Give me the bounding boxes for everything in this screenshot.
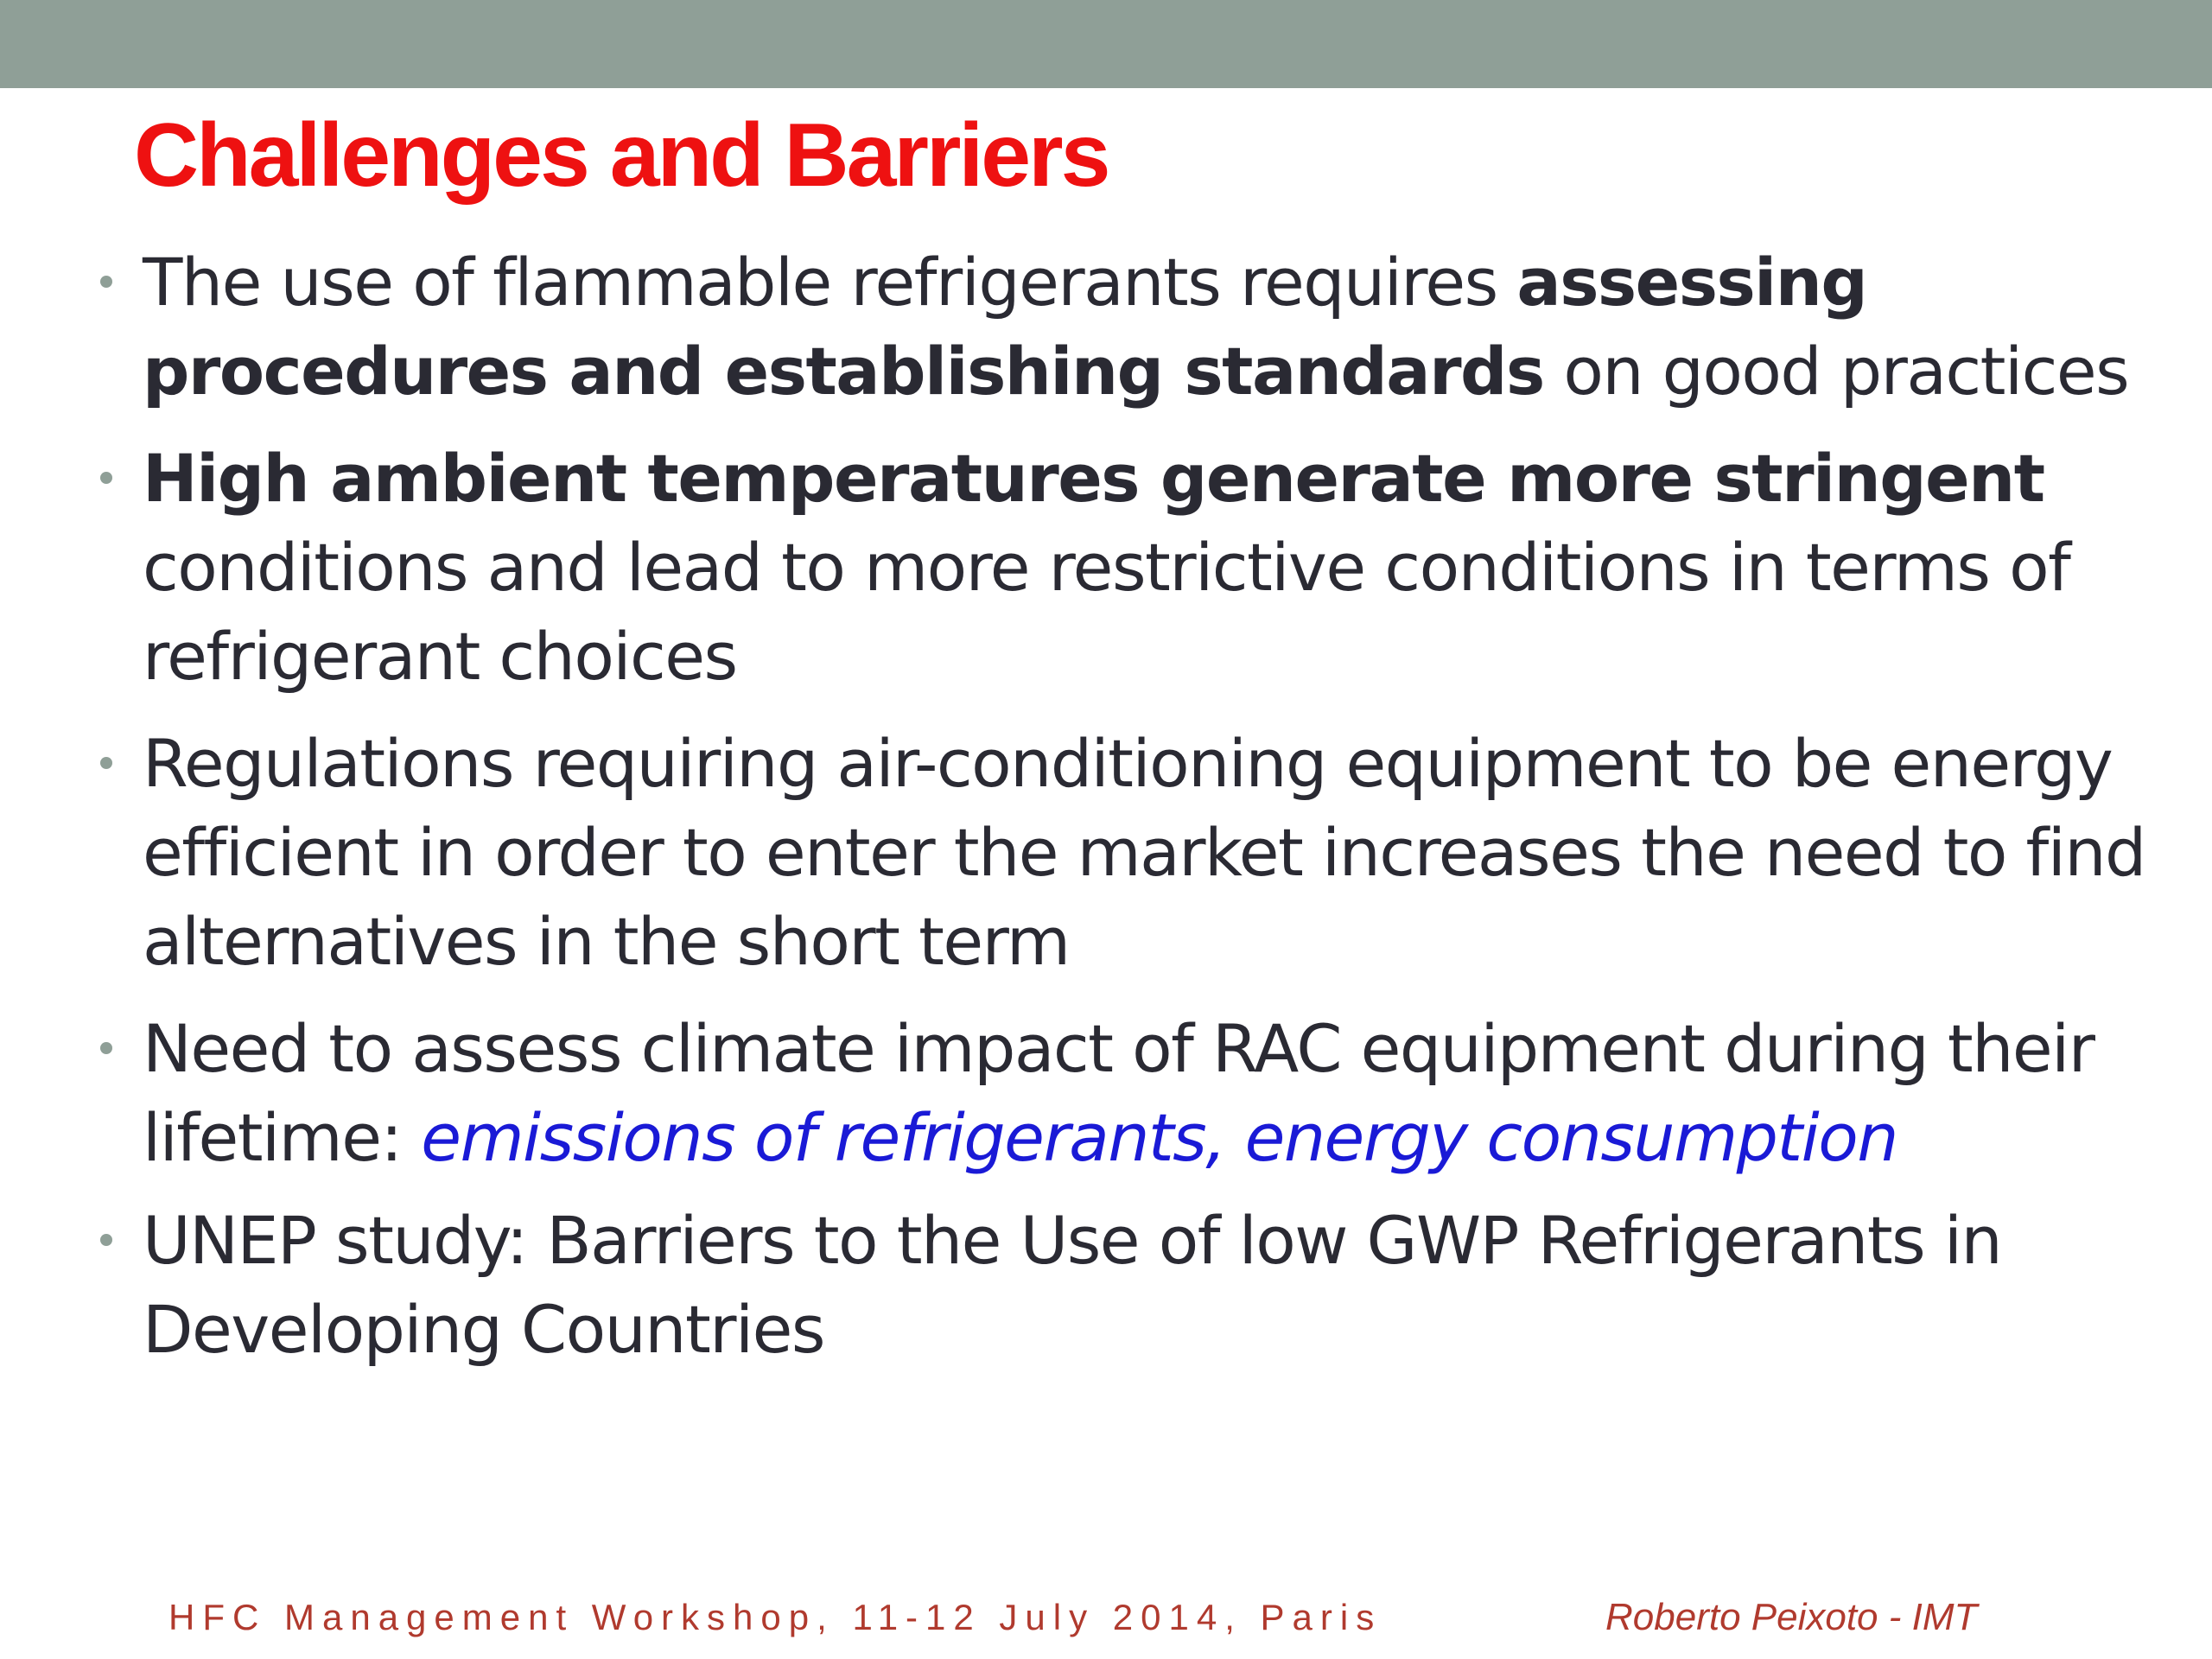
bullet-item-unep-study	[86, 1196, 2169, 1374]
bullet-icon	[100, 472, 112, 484]
bullet-icon	[100, 1234, 112, 1246]
bullet-item-flammable-refrigerants	[86, 238, 2169, 416]
bullet-icon	[100, 1042, 112, 1054]
bullet-text: UNEP study: Barriers to the Use of low GWP Refrigerants in Developing Countries	[143, 1202, 2002, 1368]
bullet-text: The use of flammable refrigerants requires	[143, 244, 1517, 321]
bullet-text-bold: assessing procedures and establishing standards	[143, 244, 1867, 410]
bullet-item-high-ambient-temperatures	[86, 434, 2169, 701]
bullet-item-regulations	[86, 719, 2169, 986]
footer-author: Roberto Peixoto - IMT	[1605, 1596, 1978, 1638]
bullet-icon	[100, 757, 112, 769]
bullet-text: Need to assess climate impact of RAC equipment during their lifetime:	[143, 1010, 2094, 1176]
bullet-icon	[100, 276, 112, 288]
bullet-text-emphasis: emissions of refrigerants, energy consumption	[421, 1099, 1897, 1176]
bullet-text: on good practices	[1543, 333, 2129, 410]
slide-title: Challenges and Barriers	[134, 105, 1109, 206]
top-band	[0, 0, 2212, 88]
bullet-list	[86, 238, 2169, 1392]
bullet-text: conditions and lead to more restrictive conditions in terms of refrigerant choices	[143, 529, 2070, 695]
bullet-item-climate-impact	[86, 1004, 2169, 1182]
bullet-text: Regulations requiring air-conditioning equipment to be energy efficient in order to enter the market increases the need to find alternatives in the short term	[143, 725, 2145, 980]
footer-event: HFC Management Workshop, 11-12 July 2014, Paris	[168, 1597, 1382, 1637]
bullet-text-bold: High ambient temperatures generate more stringent	[143, 440, 2044, 517]
